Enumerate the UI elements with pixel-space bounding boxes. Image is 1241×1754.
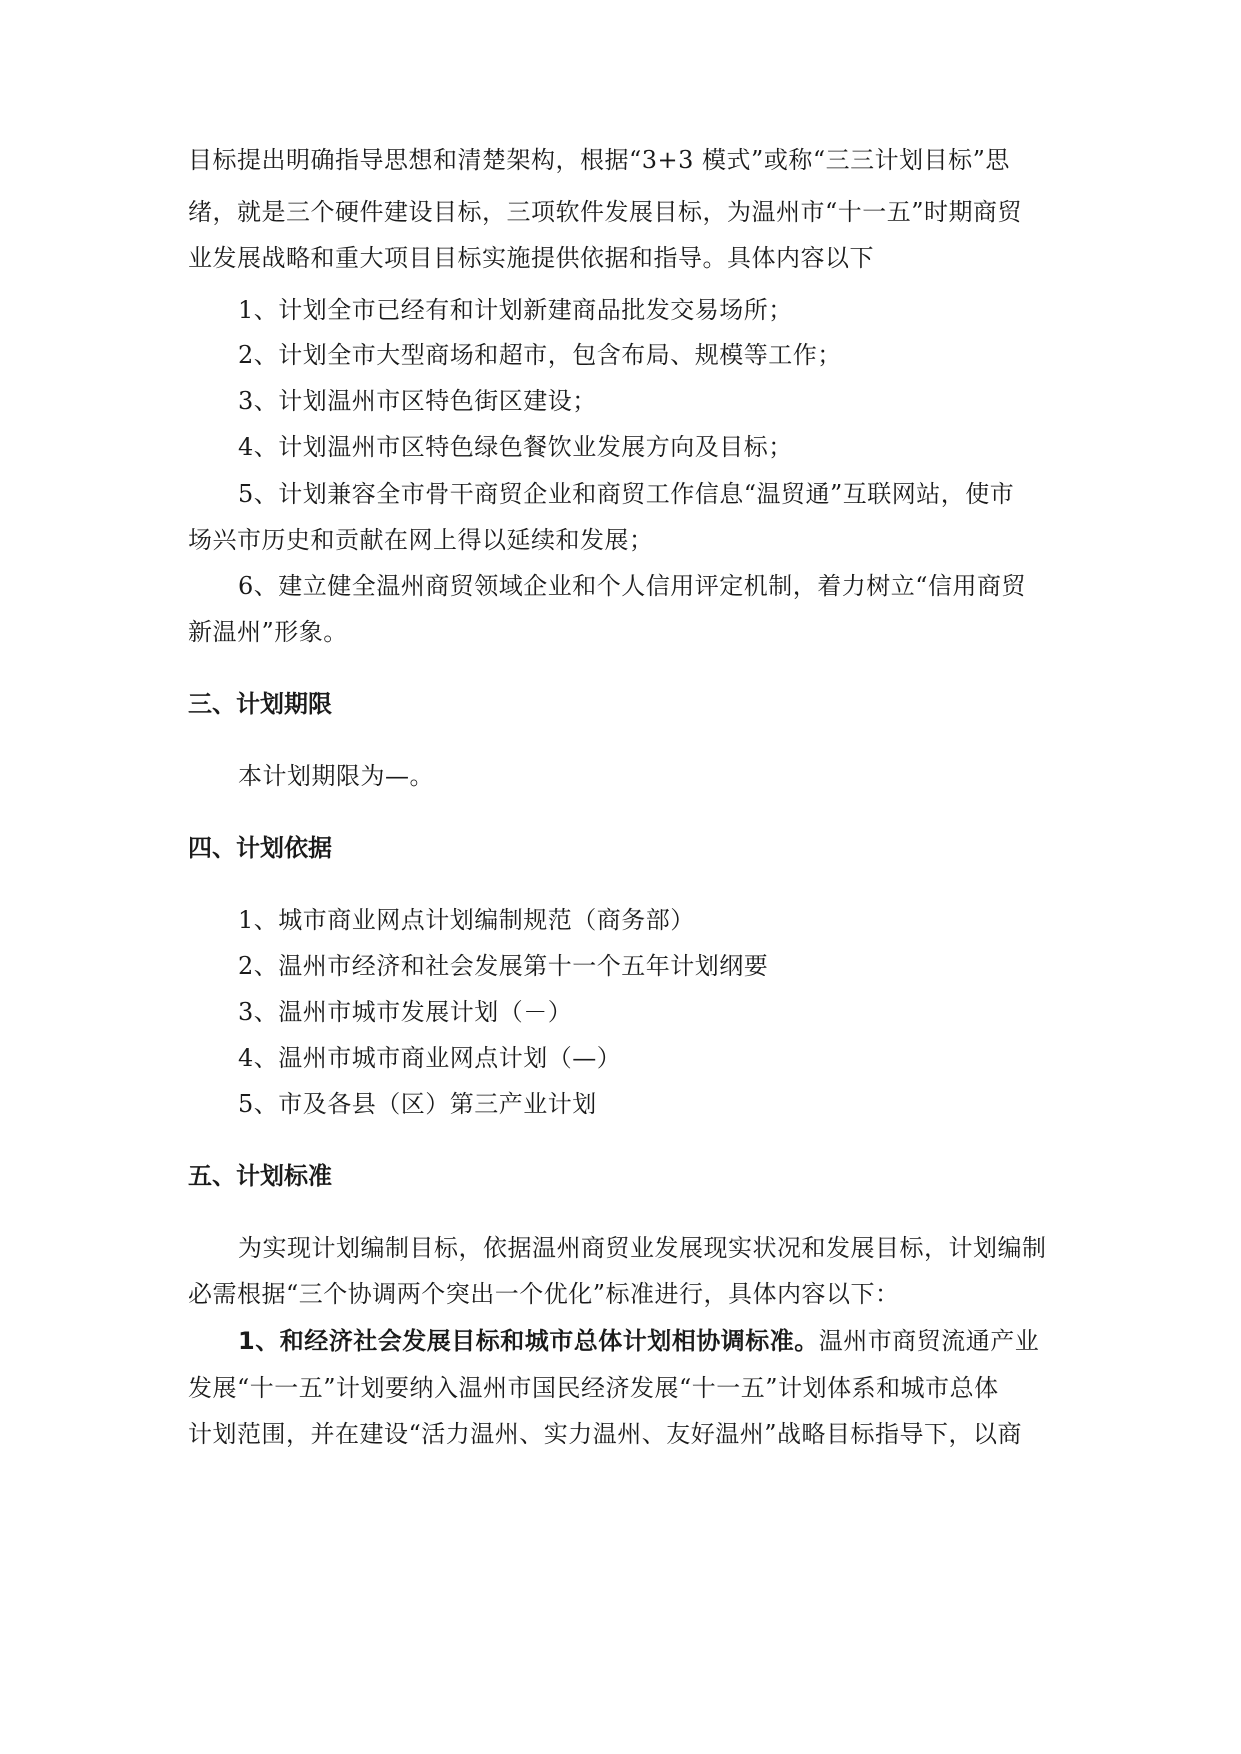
intro-line-1: 目标提出明确指导思想和清楚架构，根据“3+3 模式”或称“三三计划目标”思 xyxy=(188,146,1010,174)
basis-item-1: 1、城市商业网点计划编制规范（商务部） xyxy=(238,906,695,934)
basis-item-5: 5、市及各县（区）第三产业计划 xyxy=(238,1090,597,1118)
section-heading-4: 四、计划依据 xyxy=(188,834,332,862)
objective-item-4: 4、计划温州市区特色绿色餐饮业发展方向及目标； xyxy=(238,433,793,461)
objective-item-1: 1、计划全市已经有和计划新建商品批发交易场所； xyxy=(238,296,793,324)
principle-1-line-3: 计划范围，并在建设“活力温州、实力温州、友好温州”战略目标指导下，以商 xyxy=(188,1420,1023,1448)
objective-item-5: 5、计划兼容全市骨干商贸企业和商贸工作信息“温贸通”互联网站，使市 xyxy=(238,480,1015,508)
principle-1-title: 1、和经济社会发展目标和城市总体计划相协调标准。 xyxy=(238,1327,819,1355)
section5-body-line-2: 必需根据“三个协调两个突出一个优化”标准进行，具体内容以下： xyxy=(188,1280,900,1308)
section3-body: 本计划期限为—。 xyxy=(238,762,434,790)
principle-1-line-1 xyxy=(238,1321,1039,1356)
basis-item-3: 3、温州市城市发展计划（－） xyxy=(238,998,573,1026)
section-heading-5: 五、计划标准 xyxy=(188,1162,332,1190)
basis-item-4: 4、温州市城市商业网点计划（—） xyxy=(238,1044,622,1072)
intro-line-2: 绪，就是三个硬件建设目标，三项软件发展目标，为温州市“十一五”时期商贸 xyxy=(188,198,1023,226)
objective-item-6: 6、建立健全温州商贸领域企业和个人信用评定机制，着力树立“信用商贸 xyxy=(238,572,1027,600)
principle-1-text: 温州市商贸流通产业 xyxy=(818,1327,1040,1355)
intro-line-3: 业发展战略和重大项目目标实施提供依据和指导。具体内容以下 xyxy=(188,244,874,272)
objective-item-5-cont: 场兴市历史和贡献在网上得以延续和发展； xyxy=(188,526,654,554)
objective-item-6-cont: 新温州”形象。 xyxy=(188,618,348,646)
objective-item-3: 3、计划温州市区特色街区建设； xyxy=(238,387,597,415)
principle-1-line-2: 发展“十一五”计划要纳入温州市国民经济发展“十一五”计划体系和城市总体 xyxy=(188,1374,999,1402)
objective-item-2: 2、计划全市大型商场和超市，包含布局、规模等工作； xyxy=(238,341,842,369)
section-heading-3: 三、计划期限 xyxy=(188,690,332,718)
basis-item-2: 2、温州市经济和社会发展第十一个五年计划纲要 xyxy=(238,952,769,980)
section5-body-line-1: 为实现计划编制目标，依据温州商贸业发展现实状况和发展目标，计划编制 xyxy=(238,1234,1047,1262)
